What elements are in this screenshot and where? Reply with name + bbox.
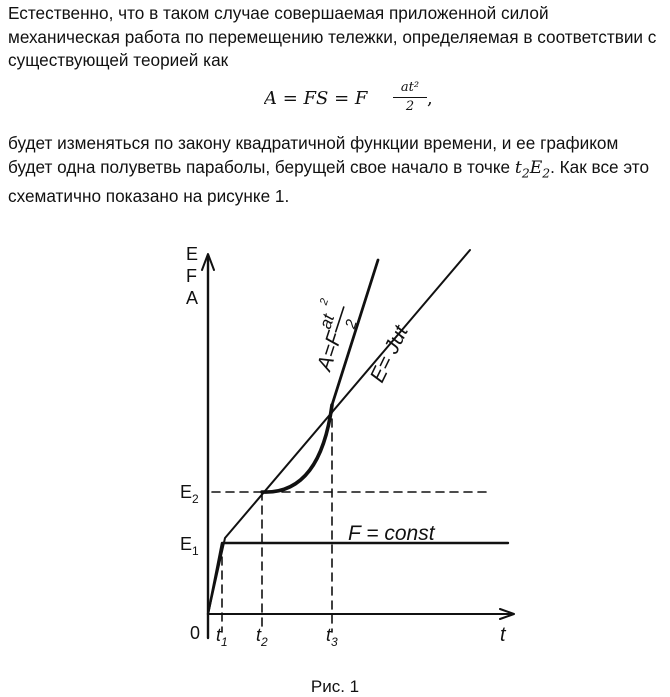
y-label-f: F	[186, 266, 197, 286]
tick-t2: $t_2$	[256, 625, 268, 649]
label-force-const: F = const	[348, 522, 435, 545]
svg-text:E= Jut: E= Jut	[365, 322, 413, 387]
paragraph-parabola-end: . Как все это схематично показано на рисунке 1.	[8, 156, 650, 207]
tick-t3: $t_3$	[326, 625, 338, 649]
figure-1-graph	[170, 240, 530, 660]
formula-fraction	[393, 80, 427, 115]
fraction-bar	[393, 97, 427, 98]
paragraph-parabola	[8, 132, 664, 209]
tick-e1: $E_1$	[180, 534, 199, 558]
svg-text:2: 2	[341, 317, 361, 331]
figure-caption: Рис. 1	[310, 677, 360, 696]
y-label-a: A	[186, 288, 199, 308]
tick-e2: $E_2$	[180, 482, 199, 506]
formula-denominator: 2	[405, 99, 415, 114]
formula-numerator: at²	[400, 80, 420, 95]
svg-text:2: 2	[317, 297, 332, 307]
guide-lines	[212, 405, 492, 632]
origin-label: 0	[190, 623, 201, 643]
force-line	[208, 543, 508, 614]
formula-comma: ,	[427, 88, 433, 109]
tick-t1: $t_1$	[216, 625, 228, 649]
point-t2: $t_2E_2$	[514, 157, 551, 180]
work-formula	[264, 80, 464, 122]
work-line	[332, 260, 378, 405]
work-parabola	[262, 405, 332, 492]
figure-labels	[180, 244, 507, 649]
svg-text:A=F: A=F	[312, 329, 347, 374]
y-label-e: E	[186, 244, 199, 264]
axes	[202, 254, 514, 638]
formula-main: A = FS = F	[264, 88, 368, 109]
label-energy	[366, 321, 414, 386]
svg-text:at: at	[315, 311, 339, 332]
paragraph-intro: Естественно, что в таком случае совершаемая приложенной силой механическая работа по перемещению тележки, определяемая в соответствии с существующей теорией как	[8, 3, 657, 70]
paragraph-parabola-start: будет изменяться по закону квадратичной функции времени, и ее графиком будет одна полуветвь параболы, берущей свое начало в точке	[8, 133, 619, 177]
energy-line	[208, 250, 470, 614]
x-label-t: t	[500, 624, 506, 646]
